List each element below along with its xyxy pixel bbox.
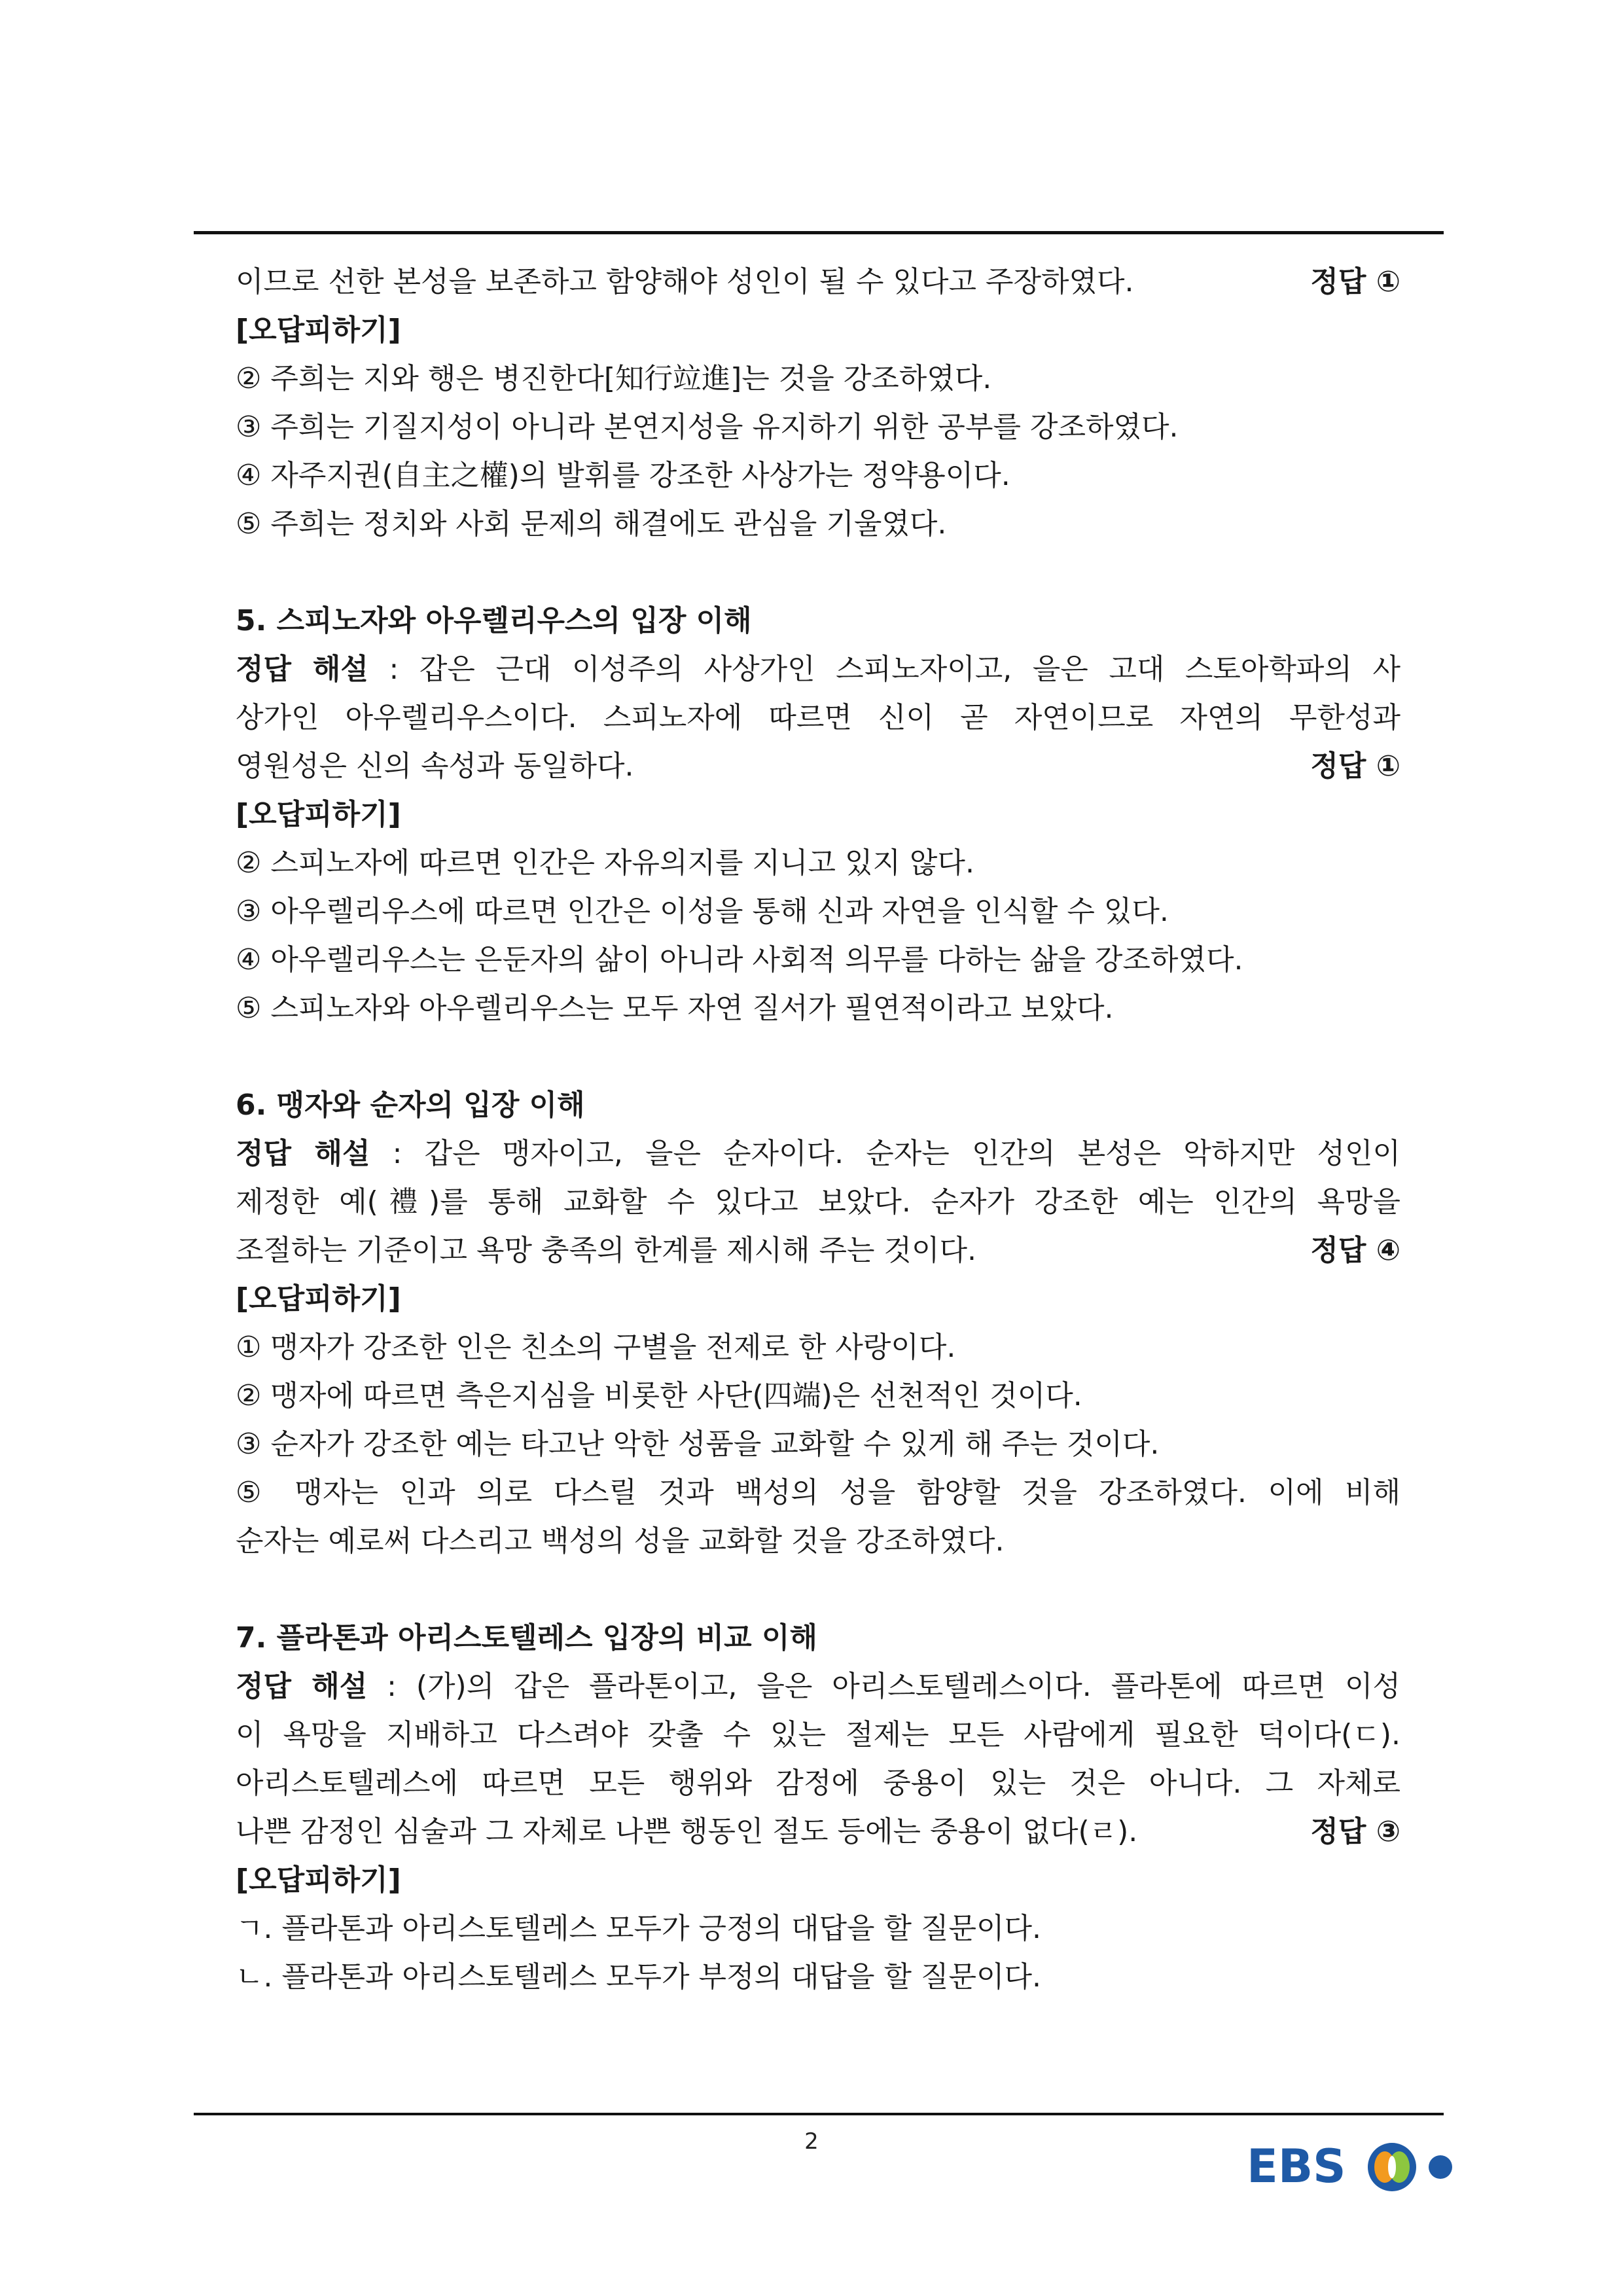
wrong-answers-heading: [오답피하기] — [236, 1282, 401, 1316]
wrong-answer-item: ① 맹자가 강조한 인은 친소의 구별을 전제로 한 사랑이다. — [236, 1331, 956, 1364]
explanation-line — [236, 1662, 1400, 1711]
document-body — [236, 258, 1400, 2001]
explanation-line — [236, 645, 1400, 694]
explanation-line: 아리스토텔레스에 따르면 모든 행위와 감정에 중용이 있는 것은 아니다. 그 자체로 — [236, 1767, 1400, 1800]
section-gap — [236, 548, 1400, 597]
explanation-text: : (가)의 갑은 플라톤이고, 을은 아리스토텔레스이다. 플라톤에 따르면 이성 — [367, 1670, 1400, 1703]
ebs-logo-text: EBS — [1247, 2140, 1346, 2193]
section-title: 6. 맹자와 순자의 입장 이해 — [236, 1088, 585, 1122]
section-title: 7. 플라톤과 아리스토텔레스 입장의 비교 이해 — [236, 1621, 817, 1655]
wrong-answer-item: ㄴ. 플라톤과 아리스토텔레스 모두가 부정의 대답을 할 질문이다. — [236, 1960, 1041, 1994]
wrong-answer-item: ③ 주희는 기질지성이 아니라 본연지성을 유지하기 위한 공부를 강조하였다. — [236, 410, 1179, 444]
wrong-answer-item: ⑤ 주희는 정치와 사회 문제의 해결에도 관심을 기울였다. — [236, 507, 947, 541]
wrong-answers-heading: [오답피하기] — [236, 798, 401, 831]
footer-rule — [194, 2113, 1444, 2115]
wrong-answer-item: ㄱ. 플라톤과 아리스토텔레스 모두가 긍정의 대답을 할 질문이다. — [236, 1912, 1041, 1945]
answer-label: 정답 ④ — [1310, 1234, 1400, 1267]
section-gap — [236, 1033, 1400, 1081]
wrong-answer-item: ⑤ 스피노자와 아우렐리우스는 모두 자연 질서가 필연적이라고 보았다. — [236, 992, 1114, 1025]
answer-label: 정답 ① — [1310, 265, 1400, 298]
ebs-logo — [1247, 2130, 1463, 2202]
explanation-lead: 정답 해설 — [236, 1137, 370, 1170]
explanation-line: 이 욕망을 지배하고 다스려야 갖출 수 있는 절제는 모든 사람에게 필요한 덕이다(ㄷ). — [236, 1718, 1400, 1751]
paragraph-text: 이므로 선한 본성을 보존하고 함양해야 성인이 될 수 있다고 주장하였다. — [236, 265, 1134, 298]
section-title: 5. 스피노자와 아우렐리우스의 입장 이해 — [236, 604, 752, 637]
answer-label: 정답 ③ — [1310, 1815, 1400, 1848]
wrong-answers-heading: [오답피하기] — [236, 1863, 401, 1897]
section-gap — [236, 1566, 1400, 1614]
explanation-text: 조절하는 기준이고 욕망 충족의 한계를 제시해 주는 것이다. — [236, 1234, 976, 1267]
logo-leaf-overlap-icon — [1388, 2156, 1396, 2178]
explanation-lead: 정답 해설 — [236, 1670, 368, 1703]
wrong-answer-item: 순자는 예로써 다스리고 백성의 성을 교화할 것을 강조하였다. — [236, 1524, 1005, 1558]
explanation-text: 나쁜 감정인 심술과 그 자체로 나쁜 행동인 절도 등에는 중용이 없다(ㄹ). — [236, 1815, 1138, 1848]
explanation-text: : 갑은 맹자이고, 을은 순자이다. 순자는 인간의 본성은 악하지만 성인이 — [370, 1137, 1400, 1170]
wrong-answer-item: ② 주희는 지와 행은 병진한다[知行竝進]는 것을 강조하였다. — [236, 362, 992, 395]
explanation-text: : 갑은 근대 이성주의 사상가인 스피노자이고, 을은 고대 스토아학파의 사 — [368, 653, 1400, 686]
wrong-answers-heading: [오답피하기] — [236, 314, 401, 347]
explanation-line — [236, 742, 1400, 791]
wrong-answer-item: ③ 순자가 강조한 예는 타고난 악한 성품을 교화할 수 있게 해 주는 것이다. — [236, 1427, 1160, 1461]
explanation-line — [236, 1808, 1400, 1856]
wrong-answer-item: ② 스피노자에 따르면 인간은 자유의지를 지니고 있지 않다. — [236, 846, 974, 880]
explanation-lead: 정답 해설 — [236, 653, 368, 686]
header-rule — [194, 231, 1444, 234]
wrong-answer-item: ④ 아우렐리우스는 은둔자의 삶이 아니라 사회적 의무를 다하는 삶을 강조하였다. — [236, 943, 1243, 977]
explanation-text: 영원성은 신의 속성과 동일하다. — [236, 749, 634, 783]
answer-label: 정답 ① — [1310, 749, 1400, 783]
paragraph-line — [236, 258, 1400, 306]
explanation-line: 제정한 예(禮)를 통해 교화할 수 있다고 보았다. 순자가 강조한 예는 인간의 욕망을 — [236, 1185, 1400, 1219]
explanation-line — [236, 1130, 1400, 1178]
wrong-answer-item: ④ 자주지권(自主之權)의 발휘를 강조한 사상가는 정약용이다. — [236, 459, 1010, 492]
explanation-line: 상가인 아우렐리우스이다. 스피노자에 따르면 신이 곧 자연이므로 자연의 무한성과 — [236, 701, 1400, 734]
logo-dot-icon — [1429, 2155, 1452, 2179]
wrong-answer-item: ⑤ 맹자는 인과 의로 다스릴 것과 백성의 성을 함양할 것을 강조하였다. 이에 비해 — [236, 1476, 1400, 1509]
wrong-answer-item: ③ 아우렐리우스에 따르면 인간은 이성을 통해 신과 자연을 인식할 수 있다. — [236, 895, 1169, 928]
wrong-answer-item: ② 맹자에 따르면 측은지심을 비롯한 사단(四端)은 선천적인 것이다. — [236, 1379, 1082, 1412]
explanation-line — [236, 1227, 1400, 1275]
page-number: 2 — [804, 2128, 819, 2155]
